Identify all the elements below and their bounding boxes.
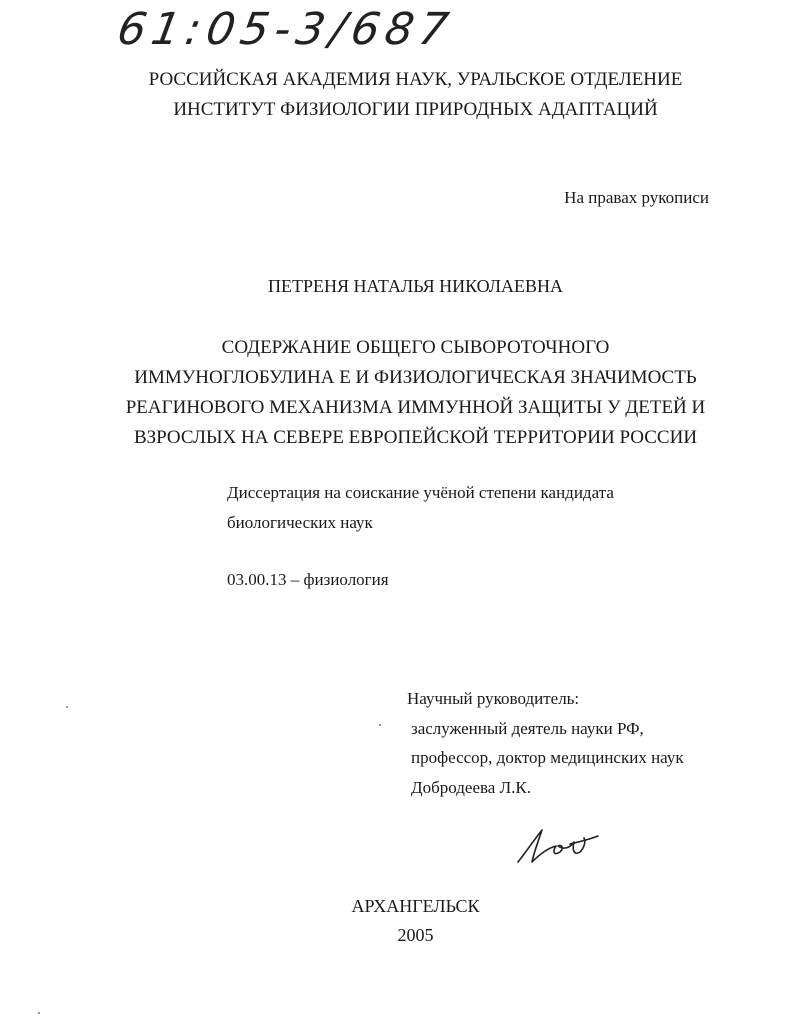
supervisor-title-line-1: заслуженный деятель науки РФ,: [411, 719, 644, 738]
scan-speck: [379, 724, 381, 726]
specialty-code: 03.00.13 – физиология: [227, 570, 389, 589]
signature-icon: [512, 822, 602, 872]
archive-number: 61:05-3/687: [113, 4, 458, 55]
dissertation-type-line-2: биологических наук: [227, 513, 373, 532]
year: 2005: [397, 925, 434, 945]
organization-line-2: ИНСТИТУТ ФИЗИОЛОГИИ ПРИРОДНЫХ АДАПТАЦИЙ: [173, 99, 658, 120]
supervisor-name: Добродеева Л.К.: [411, 778, 531, 797]
title-line: РЕАГИНОВОГО МЕХАНИЗМА ИММУННОЙ ЗАЩИТЫ У ДЕТЕЙ И: [125, 397, 706, 418]
scan-speck: [38, 1012, 40, 1014]
title-line: ИММУНОГЛОБУЛИНА Е И ФИЗИОЛОГИЧЕСКАЯ ЗНАЧИМОСТЬ: [134, 367, 697, 388]
author-name: ПЕТРЕНЯ НАТАЛЬЯ НИКОЛАЕВНА: [268, 276, 563, 296]
dissertation-title: [20, 333, 791, 453]
supervisor-label: Научный руководитель:: [407, 689, 580, 708]
rights-note: На правах рукописи: [564, 188, 709, 207]
city: АРХАНГЕЛЬСК: [351, 896, 480, 916]
scan-speck: [66, 706, 68, 708]
organization-line-1: РОССИЙСКАЯ АКАДЕМИЯ НАУК, УРАЛЬСКОЕ ОТДЕЛЕНИЕ: [148, 69, 683, 90]
supervisor-title-line-2: профессор, доктор медицинских наук: [411, 748, 684, 767]
title-line: СОДЕРЖАНИЕ ОБЩЕГО СЫВОРОТОЧНОГО: [221, 337, 610, 358]
dissertation-type-line-1: Диссертация на соискание учёной степени кандидата: [227, 483, 614, 502]
title-line: ВЗРОСЛЫХ НА СЕВЕРЕ ЕВРОПЕЙСКОЙ ТЕРРИТОРИИ РОССИИ: [133, 427, 698, 448]
